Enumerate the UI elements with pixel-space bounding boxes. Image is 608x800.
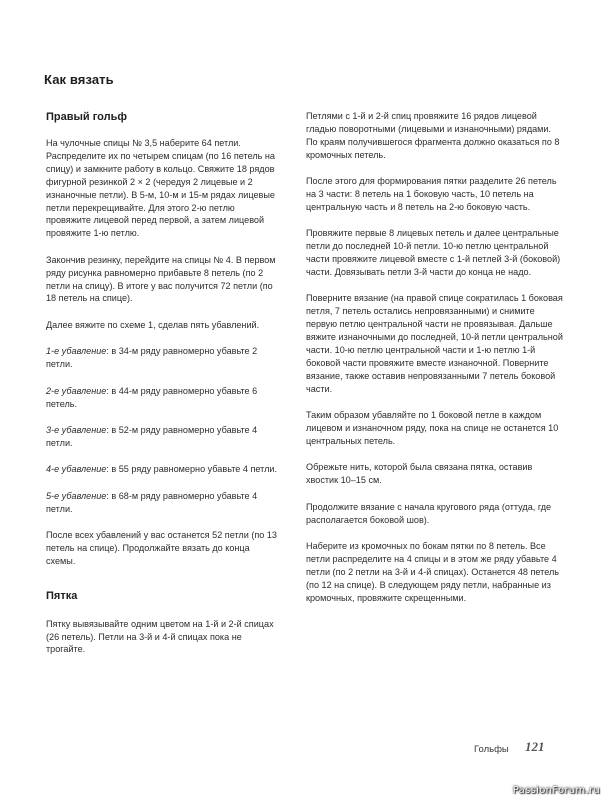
right-column — [306, 110, 564, 618]
left-column — [46, 110, 301, 670]
decrease-step — [46, 385, 281, 411]
section-title-right-sock: Правый гольф — [46, 111, 127, 123]
decrease-text: : в 34-м ряду равномерно убавьте 2 петли. — [46, 346, 258, 370]
paragraph: Продолжите вязание с начала кругового ряда (оттуда, где располагается боковой шов). — [306, 501, 552, 525]
decrease-label: 2-е убавление — [46, 385, 107, 396]
decrease-step — [46, 490, 281, 516]
decrease-text: : в 68-м ряду равномерно убавьте 4 петли. — [46, 490, 258, 514]
decrease-text: : в 52-м ряду равномерно убавьте 4 петли. — [46, 424, 258, 448]
paragraph: Наберите из кромочных по бокам пятки по 8 петель. Все петли распределите на 4 спицы и в этом же ряду убавьте 4 петли (по 2 петли на 3-й и 4-й спицах). Останется 48 петель (по 12 на спице). В следующем ряду петли, набранные из кромочных, провяжите скрещенными. — [306, 541, 560, 603]
decrease-text: : в 55 ряду равномерно убавьте 4 петли. — [106, 464, 278, 475]
page-title: Как вязать — [44, 72, 114, 87]
paragraph: Провяжите первые 8 лицевых петель и далее центральные петли до последней 10-й петли. 10-ю петлю центральной части провяжите лицевой вместе с 1-й петлей 3-й (боковой) части. Довязывать петли 3-й части до конца не надо. — [306, 228, 561, 278]
paragraph: После всех убавлений у вас останется 52 петли (по 13 петель на спице). Продолжайте вязать до конца схемы. — [46, 529, 277, 566]
page-number: 121 — [525, 739, 545, 754]
watermark: PassionForum.ru — [512, 785, 600, 796]
footer-section-label: Гольфы — [474, 744, 509, 755]
section-title-heel: Пятка — [46, 589, 78, 602]
paragraph: Обрежьте нить, которой была связана пятка, оставив хвостик 10–15 см. — [306, 462, 533, 486]
decrease-label: 1-е убавление — [46, 346, 107, 357]
decrease-text: : в 44-м ряду равномерно убавьте 6 петель. — [46, 385, 258, 409]
decrease-step — [46, 463, 281, 476]
paragraph: После этого для формирования пятки разделите 26 петель на 3 части: 8 петель на 1 боковую часть, 10 петель на центральную часть и 8 петель на 2-ю боковую часть. — [306, 176, 557, 212]
decrease-label: 4-е убавление — [46, 464, 107, 475]
paragraph: Таким образом убавляйте по 1 боковой петле в каждом лицевом и изнаночном ряду, пока на спице не останется 10 центральных петель. — [306, 410, 559, 447]
paragraph: Поверните вязание (на правой спице сократилась 1 боковая петля, 7 петель остались непровязанными) и снимите первую петлю центральной части не провязывая. Дальше вяжите изнаночными до последней, 10-й петли центральной части. 10-ю петлю центральной части и 1-ю петлю 1-й боковой части провяжите вместе изнаночной. Поверните вязание, также оставив непровязанными 7 петель боковой части. — [306, 293, 563, 394]
paragraph: Пятку вывязывайте одним цветом на 1-й и 2-й спицах (26 петель). Петли на 3-й и 4-й спицах пока не трогайте. — [46, 618, 274, 655]
paragraph: Петлями с 1-й и 2-й спиц провяжите 16 рядов лицевой гладью поворотными (лицевыми и изнаночными) рядами. По краям получившегося фрагмента должно оказаться по 8 кромочных петель. — [306, 111, 560, 160]
paragraph: Далее вяжите по схеме 1, сделав пять убавлений. — [46, 319, 260, 330]
paragraph: На чулочные спицы № 3,5 наберите 64 петли. Распределите их по четырем спицам (по 16 петель на спицу) и замкните работу в кольцо. Свяжите 18 рядов фигурной резинкой 2 × 2 (чередуя 2 лицевые и 2 изнаночные петли). В 5-м, 10-м и 15-м рядах лицевые петли перекрещивайте. Для этого 2-ю петлю провяжите лицевой перед первой, а затем лицевой провяжите 1-ю петлю. — [46, 138, 275, 239]
decrease-step — [46, 424, 281, 450]
paragraph: Закончив резинку, перейдите на спицы № 4. В первом ряду рисунка равномерно прибавьте 8 петель (по 2 петли на спицу). В итоге у вас получится 72 петли (по 18 петель на спице). — [46, 254, 276, 304]
decrease-step — [46, 345, 281, 371]
decrease-label: 5-е убавление — [46, 490, 107, 501]
decrease-label: 3-е убавление — [46, 424, 107, 435]
